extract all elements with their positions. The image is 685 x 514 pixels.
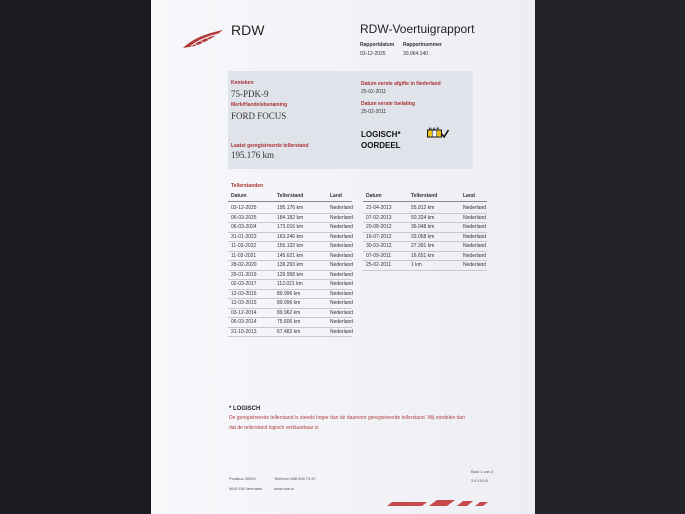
left-reading-km: 89.962 km — [277, 309, 301, 316]
report-title: RDW-Voertuigrapport — [360, 22, 475, 36]
right-row-divider — [363, 270, 487, 271]
right-reading-country: Nederland — [463, 224, 487, 230]
readings-title: Tellerstanden — [231, 183, 264, 189]
report-number-value: 30.064.140 — [403, 51, 429, 57]
right-reading-km: 1 km — [411, 262, 422, 268]
explanation-line1: De geregistreerde tellerstand is steeds hoger dan de daarvoor geregistreerde tellerstand. Wij oordelen dan — [229, 415, 465, 421]
report-date-label: Rapportdatum — [360, 42, 395, 48]
report-number-label: Rapportnummer — [403, 42, 442, 48]
left-reading-date: 31-01-2023 — [231, 233, 257, 240]
footer-postbus: Postbus 30000 — [229, 476, 256, 481]
left-header-country: Land — [330, 193, 342, 199]
right-header-rule — [363, 201, 487, 202]
explanation-title: * LOGISCH — [229, 406, 261, 412]
odometer-label: Laatst geregistreerde tellerstand — [231, 143, 309, 149]
right-header-date: Datum — [366, 193, 382, 199]
left-row-divider — [228, 260, 352, 261]
right-reading-date: 25-02-2011 — [366, 262, 392, 268]
right-reading-date: 22-04-2013 — [366, 205, 392, 211]
left-reading-date: 12-03-2015 — [231, 290, 257, 297]
left-row-divider — [228, 327, 352, 328]
background-right — [535, 0, 685, 514]
left-reading-km: 75.606 km — [277, 319, 301, 325]
left-reading-country: Nederland — [330, 300, 354, 306]
org-name: RDW — [231, 22, 265, 38]
footer-web: www.rdw.nl — [274, 486, 295, 491]
right-row-divider — [363, 241, 487, 242]
right-reading-date: 07-09-2011 — [366, 252, 392, 259]
footer-city: 9640 RA Veendam — [229, 486, 263, 491]
right-reading-km: 33.058 km — [411, 233, 435, 240]
left-reading-country: Nederland — [330, 214, 354, 221]
odometer-value: 195.176 km — [231, 150, 275, 160]
left-row-divider — [228, 241, 352, 242]
left-reading-country: Nederland — [330, 252, 354, 259]
left-reading-date: 06-03-2025 — [231, 214, 257, 221]
left-row-divider — [228, 289, 352, 290]
right-reading-country: Nederland — [463, 233, 487, 240]
right-reading-country: Nederland — [463, 243, 487, 249]
nap-label: NAP — [428, 126, 441, 131]
right-reading-km: 16.651 km — [411, 252, 435, 259]
right-reading-country: Nederland — [463, 262, 487, 268]
left-reading-country: Nederland — [330, 309, 354, 316]
left-reading-country: Nederland — [330, 243, 354, 249]
first-admission-value: 25-02-2011 — [361, 109, 387, 115]
left-reading-date: 06-03-2024 — [231, 224, 257, 230]
left-reading-km: 173.016 km — [277, 224, 304, 230]
footer-phone: Telefoon 088 008 74 87 — [274, 476, 316, 481]
plate-label: Kenteken — [231, 80, 254, 86]
left-reading-country: Nederland — [330, 205, 354, 211]
right-row-divider — [363, 251, 487, 252]
left-reading-country: Nederland — [330, 281, 354, 287]
left-reading-date: 29-01-2019 — [231, 271, 257, 278]
left-reading-country: Nederland — [330, 290, 354, 297]
footer-page: Blad 1 van 3 — [471, 469, 494, 474]
first-nl-value: 25-02-2011 — [361, 89, 387, 95]
background-left — [0, 0, 151, 514]
left-reading-date: 11-03-2021 — [231, 252, 257, 259]
left-row-divider — [228, 336, 352, 337]
explanation-line2: dat de tellerstand logisch verklaarbaar is — [229, 425, 319, 431]
left-reading-km: 112.021 km — [277, 281, 303, 287]
left-reading-date: 02-03-2017 — [231, 281, 257, 287]
verdict-line1: LOGISCH* — [361, 130, 401, 139]
left-reading-km: 89.996 km — [277, 300, 301, 306]
left-reading-date: 11-03-2022 — [231, 243, 257, 249]
left-row-divider — [228, 232, 352, 233]
left-reading-country: Nederland — [330, 224, 354, 230]
plate-value: 75-PDK-9 — [231, 89, 269, 99]
left-reading-date: 03-12-2025 — [231, 205, 257, 211]
left-row-divider — [228, 317, 352, 318]
right-reading-date: 07-02-2013 — [366, 214, 392, 221]
right-row-divider — [363, 213, 487, 214]
left-reading-date: 06-03-2014 — [231, 319, 257, 325]
verdict — [361, 129, 401, 151]
right-row-divider — [363, 260, 487, 261]
left-row-divider — [228, 213, 352, 214]
left-reading-country: Nederland — [330, 319, 354, 325]
left-row-divider — [228, 298, 352, 299]
left-reading-date: 28-02-2020 — [231, 262, 257, 268]
rdw-logo-icon — [181, 28, 225, 52]
right-reading-date: 16-07-2012 — [366, 233, 392, 240]
brand-label: Merk/Handelsbenaming — [231, 102, 288, 108]
left-reading-km: 184.182 km — [277, 214, 304, 221]
verdict-line2: OORDEEL — [361, 141, 401, 150]
first-nl-label: Datum eerste afgifte in Nederland — [361, 81, 441, 87]
left-header-reading: Tellerstand — [277, 193, 304, 199]
left-reading-km: 195.176 km — [277, 205, 304, 211]
left-reading-date: 12-03-2015 — [231, 300, 257, 306]
report-page — [151, 0, 535, 514]
right-header-country: Land — [463, 193, 475, 199]
left-reading-km: 67.482 km — [277, 328, 301, 335]
right-reading-date: 30-03-2012 — [366, 243, 392, 249]
right-reading-country: Nederland — [463, 252, 487, 259]
footer-version: 2.6 10/19 — [471, 478, 488, 483]
left-header-rule — [228, 201, 352, 202]
right-reading-km: 36.048 km — [411, 224, 435, 230]
right-reading-km: 50.324 km — [411, 214, 435, 221]
left-reading-date: 03-12-2014 — [231, 309, 257, 316]
left-reading-km: 129.958 km — [277, 271, 304, 278]
right-header-reading: Tellerstand — [411, 193, 438, 199]
brand-value: FORD FOCUS — [231, 111, 287, 121]
left-row-divider — [228, 308, 352, 309]
left-row-divider — [228, 279, 352, 280]
left-reading-country: Nederland — [330, 262, 354, 268]
left-reading-km: 139.293 km — [277, 262, 304, 268]
left-reading-country: Nederland — [330, 233, 354, 240]
right-reading-km: 27.391 km — [411, 243, 435, 249]
right-reading-date: 20-08-2012 — [366, 224, 392, 230]
left-header-date: Datum — [231, 193, 247, 199]
report-date-value: 03-12-2025 — [360, 51, 386, 57]
left-reading-country: Nederland — [330, 328, 354, 335]
right-row-divider — [363, 232, 487, 233]
right-reading-country: Nederland — [463, 205, 487, 211]
left-reading-km: 145.621 km — [277, 252, 304, 259]
right-row-divider — [363, 222, 487, 223]
footer-stripes-icon — [377, 497, 497, 509]
left-reading-country: Nederland — [330, 271, 354, 278]
first-admission-label: Datum eerste toelating — [361, 101, 415, 107]
left-row-divider — [228, 222, 352, 223]
right-reading-country: Nederland — [463, 214, 487, 221]
left-reading-km: 89.996 km — [277, 290, 301, 297]
left-reading-date: 21-10-2013 — [231, 328, 257, 335]
left-row-divider — [228, 251, 352, 252]
left-reading-km: 163.246 km — [277, 233, 304, 240]
left-row-divider — [228, 270, 352, 271]
right-reading-km: 55.912 km — [411, 205, 435, 211]
nap-badge — [427, 125, 449, 134]
left-reading-km: 155.132 km — [277, 243, 304, 249]
